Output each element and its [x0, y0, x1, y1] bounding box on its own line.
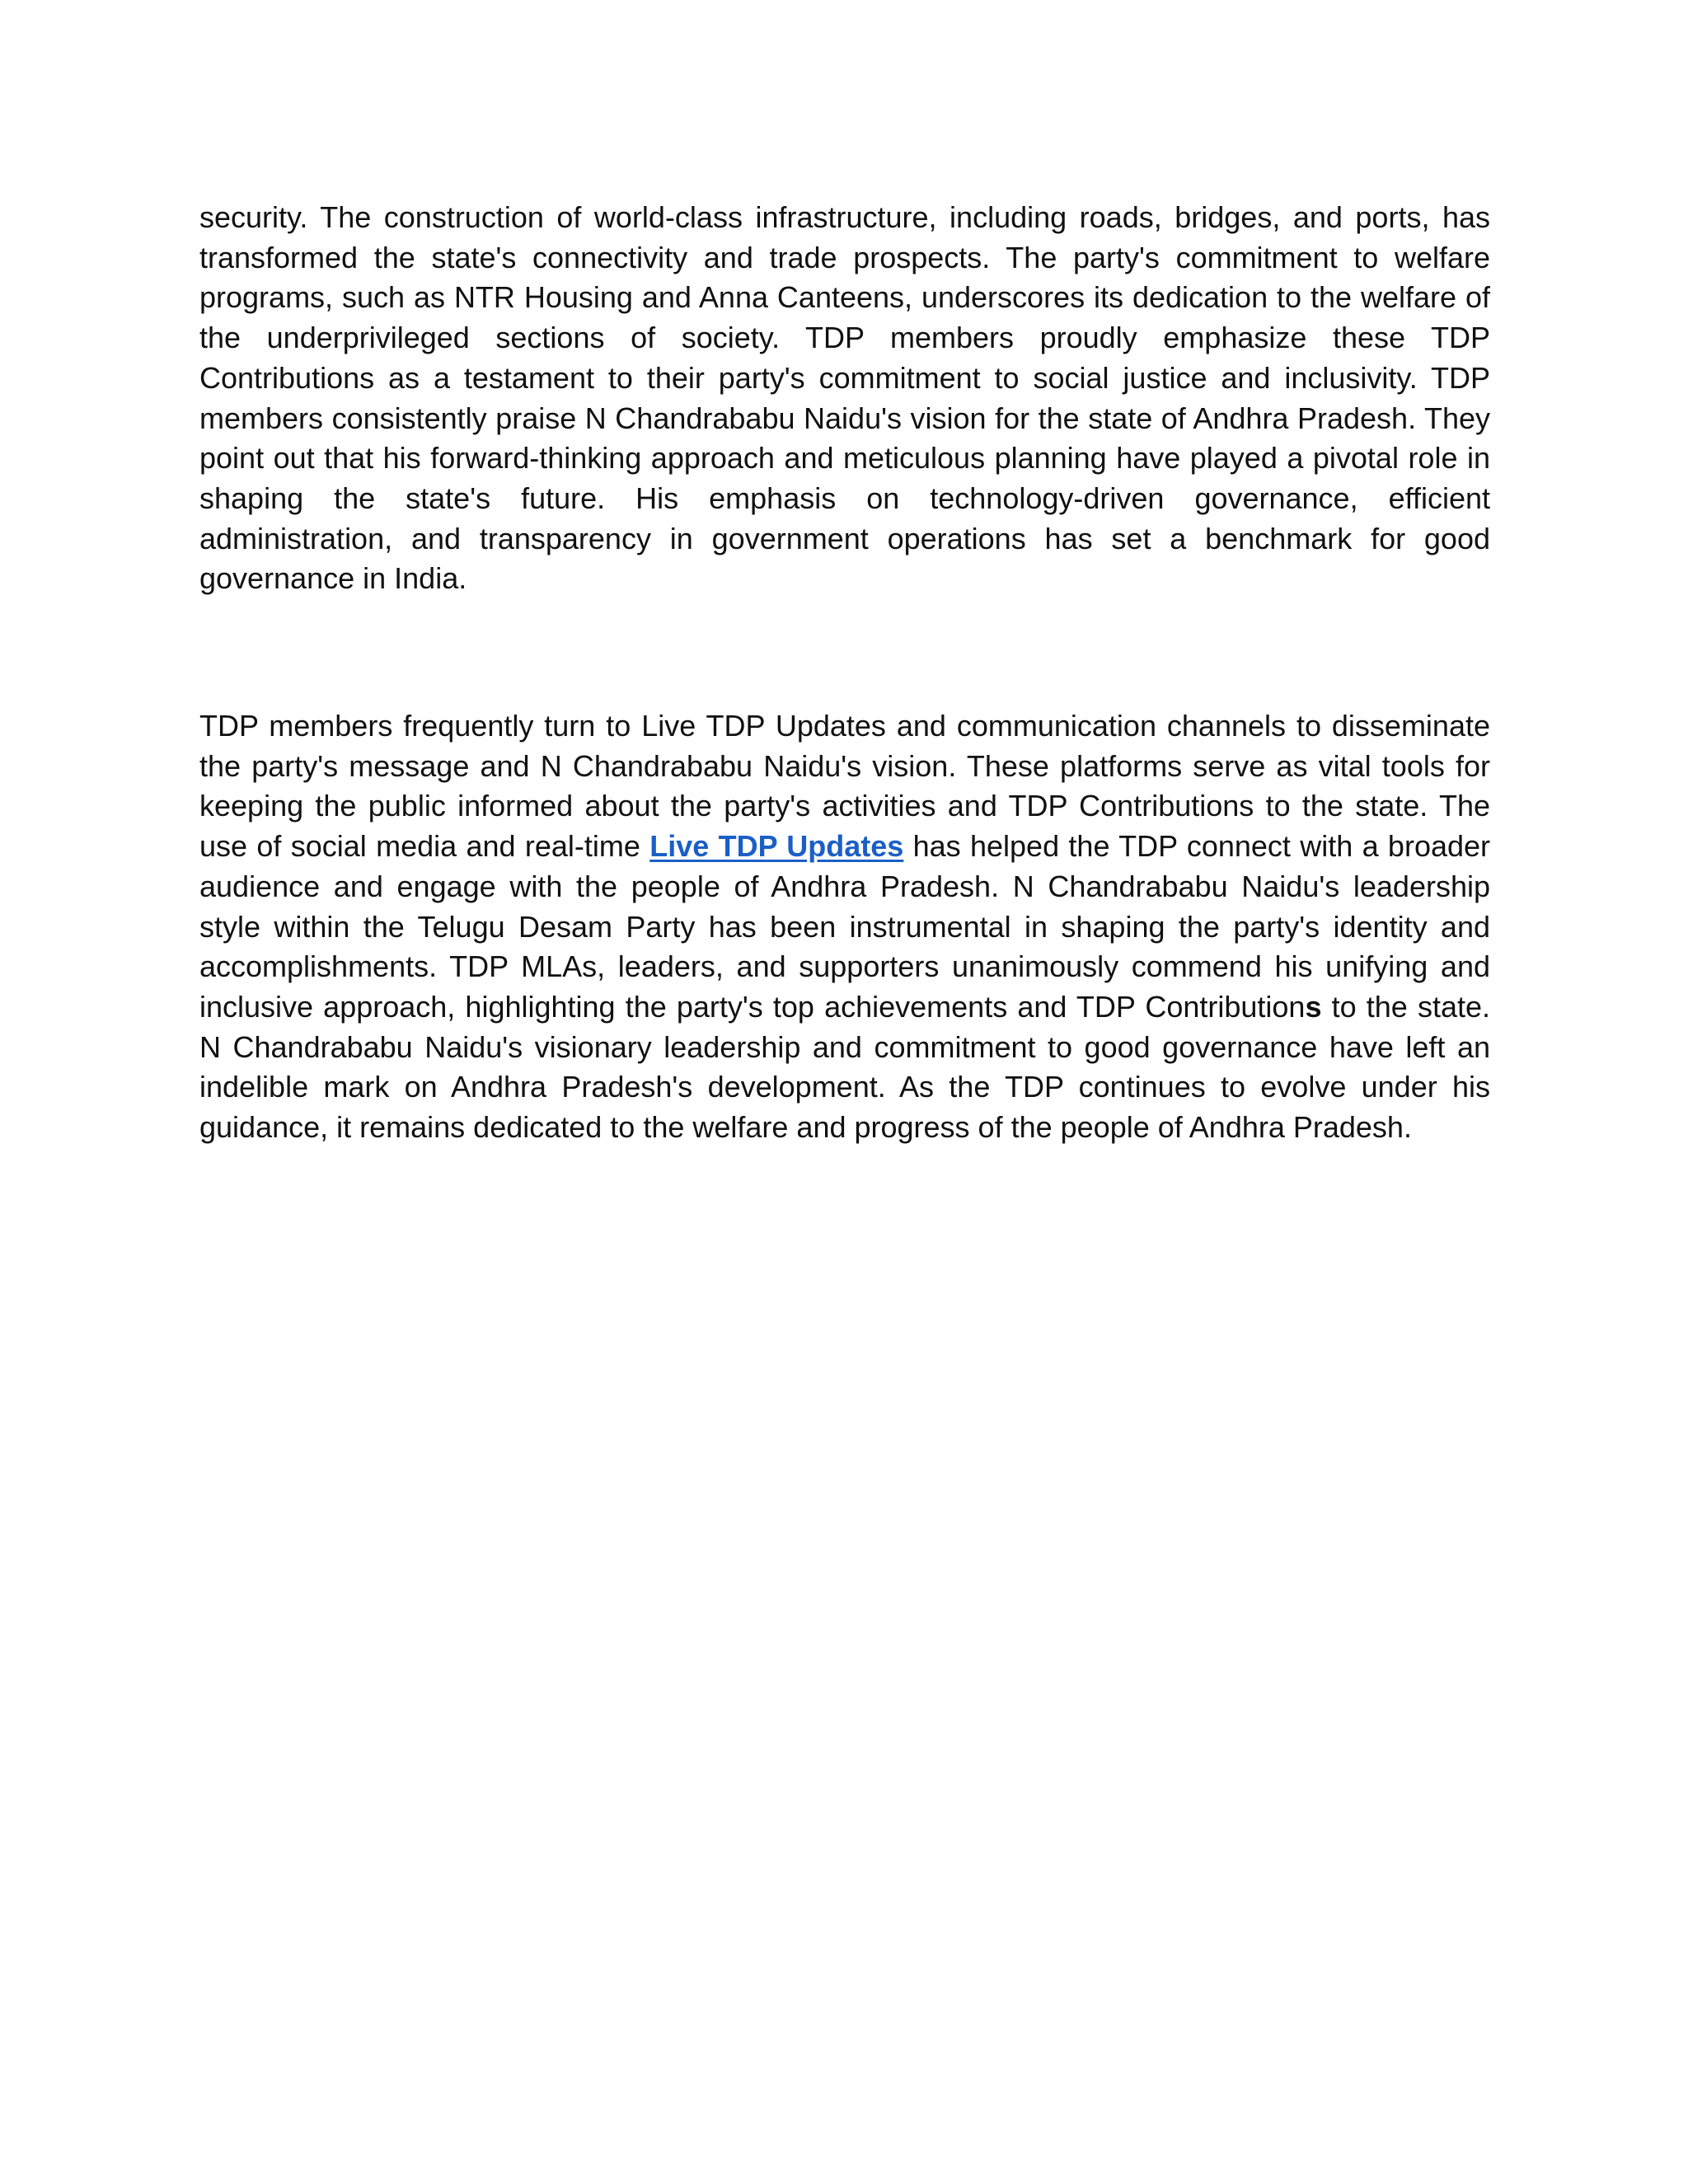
paragraph-2: [199, 706, 1490, 1148]
live-tdp-updates-link[interactable]: Live TDP Updates: [649, 829, 904, 864]
paragraph-1: security. The construction of world-class infrastructure, including roads, bridges, and ports, has transformed the state's connectivity and trade prospects. The party's commitment to welfare programs, such as NTR Housing and Anna Canteens, underscores its dedication to the welfare of the underprivileged sections of society. TDP members proudly emphasize these TDP Contributions as a testament to their party's commitment to social justice and inclusivity. TDP members consistently praise N Chandrababu Naidu's vision for the state of Andhra Pradesh. They point out that his forward-thinking approach and meticulous planning have played a pivotal role in shaping the state's future. His emphasis on technology-driven governance, efficient administration, and transparency in government operations has set a benchmark for good governance in India.: [199, 200, 1490, 596]
paragraph-2-text-before-link: TDP members frequently turn to Live TDP Updates and communication channels to disseminate the party's message and N Chandrababu Naidu's vision. These platforms serve as vital tools for keeping the public informed about the party's activities and TDP Contributions to the state. The use of social media and real-time: [199, 709, 1490, 864]
paragraph-2-text-end: to the state. N Chandrababu Naidu's visionary leadership and commitment to good governance have left an indelible mark on Andhra Pradesh's development. As the TDP continues to evolve under his guidance, it remains dedicated to the welfare and progress of the people of Andhra Pradesh.: [199, 989, 1490, 1145]
paragraph-2-text-after-link: has helped the TDP connect with a broader audience and engage with the people of Andhra Pradesh. N Chandrababu Naidu's leadership style within the Telugu Desam Party has been instrumental in shaping the party's identity and accomplishments. TDP MLAs, leaders, and supporters unanimously commend his unifying and inclusive approach, highlighting the party's top achievements and TDP Contribution: [199, 829, 1491, 1024]
document-body: [199, 198, 1490, 1148]
paragraph-2-bold-char: s: [1305, 989, 1322, 1024]
